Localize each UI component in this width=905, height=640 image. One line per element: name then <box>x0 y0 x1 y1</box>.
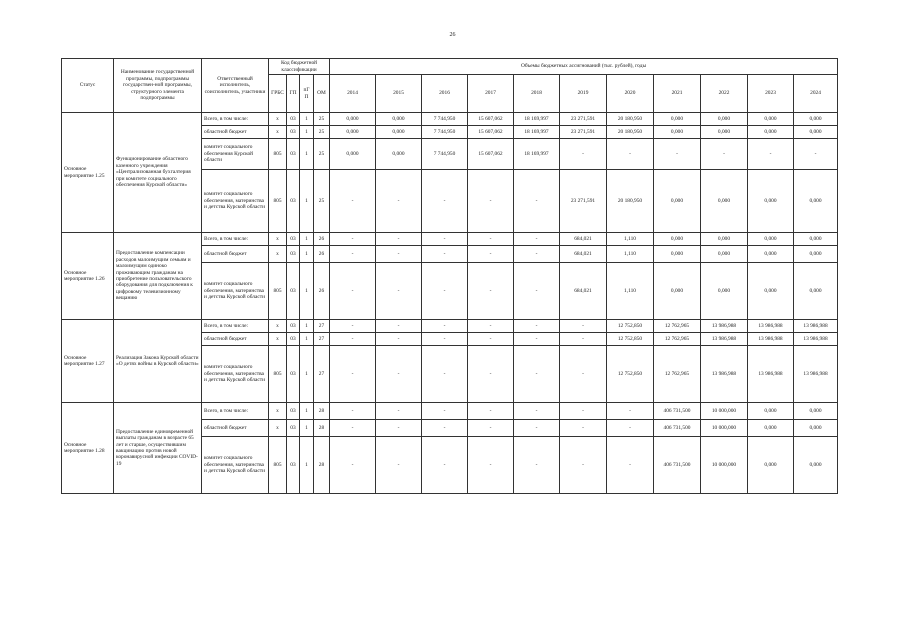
value-cell: 0,000 <box>748 246 794 263</box>
responsible-cell: областной бюджет <box>202 126 269 139</box>
value-cell: 12 762,965 <box>654 333 701 346</box>
value-cell: 0,000 <box>701 126 748 139</box>
responsible-cell: комитет социального обеспечения, материнства и детства Курской области <box>202 263 269 320</box>
value-cell: 0,000 <box>748 420 794 437</box>
value-cell: 20 180,950 <box>607 170 654 233</box>
value-cell: 0,000 <box>701 170 748 233</box>
value-cell: 7 744,950 <box>422 113 468 126</box>
pgp-cell: 1 <box>300 420 314 437</box>
value-cell: - <box>468 333 514 346</box>
pgp-cell: 1 <box>300 333 314 346</box>
header-codes-group: Код бюджетной классификации <box>269 59 330 75</box>
value-cell: - <box>468 233 514 246</box>
measure-status: Основное мероприятие 1.27 <box>62 320 114 403</box>
value-cell: - <box>607 139 654 170</box>
gp-cell: 03 <box>287 420 300 437</box>
value-cell: 15 607,062 <box>468 113 514 126</box>
value-cell: 1,110 <box>607 263 654 320</box>
value-cell: - <box>422 333 468 346</box>
value-cell: 684,021 <box>560 233 607 246</box>
responsible-cell: комитет социального обеспечения, материнства и детства Курской области <box>202 170 269 233</box>
value-cell: 0,000 <box>748 263 794 320</box>
grbs-cell: х <box>269 403 287 420</box>
value-cell: - <box>422 170 468 233</box>
value-cell: - <box>376 263 422 320</box>
value-cell: 0,000 <box>794 233 838 246</box>
value-cell: - <box>654 139 701 170</box>
value-cell: - <box>376 246 422 263</box>
pgp-cell: 1 <box>300 139 314 170</box>
grbs-cell: 805 <box>269 139 287 170</box>
measure-status: Основное мероприятие 1.26 <box>62 233 114 320</box>
table-row <box>62 403 838 420</box>
value-cell: - <box>468 403 514 420</box>
responsible-cell: Всего, в том числе: <box>202 113 269 126</box>
grbs-cell: х <box>269 420 287 437</box>
value-cell: 0,000 <box>654 113 701 126</box>
table-row <box>62 113 838 126</box>
value-cell: 0,000 <box>376 113 422 126</box>
value-cell: - <box>330 346 376 403</box>
value-cell: - <box>422 320 468 333</box>
om-cell: 28 <box>314 420 330 437</box>
value-cell: - <box>514 233 560 246</box>
value-cell: - <box>330 437 376 494</box>
header-year: 2021 <box>654 75 701 113</box>
value-cell: - <box>422 346 468 403</box>
value-cell: 15 607,062 <box>468 139 514 170</box>
value-cell: - <box>376 420 422 437</box>
value-cell: - <box>422 403 468 420</box>
responsible-cell: комитет социального обеспечения Курской области <box>202 139 269 170</box>
header-year: 2023 <box>748 75 794 113</box>
value-cell: 10 000,000 <box>701 403 748 420</box>
header-grbs: ГРБС <box>269 75 287 113</box>
value-cell: - <box>376 403 422 420</box>
value-cell: 0,000 <box>701 263 748 320</box>
om-cell: 27 <box>314 346 330 403</box>
responsible-cell: Всего, в том числе: <box>202 320 269 333</box>
responsible-cell: областной бюджет <box>202 333 269 346</box>
gp-cell: 03 <box>287 233 300 246</box>
value-cell: 13 986,988 <box>701 320 748 333</box>
value-cell: - <box>607 437 654 494</box>
value-cell: 12 762,965 <box>654 320 701 333</box>
measure-status: Основное мероприятие 1.28 <box>62 403 114 494</box>
value-cell: - <box>330 403 376 420</box>
value-cell: 406 731,500 <box>654 437 701 494</box>
value-cell: - <box>560 320 607 333</box>
header-volumes-group: Объемы бюджетных ассигнований (тыс. рублей), годы <box>330 59 838 75</box>
value-cell: 0,000 <box>794 170 838 233</box>
grbs-cell: х <box>269 126 287 139</box>
om-cell: 26 <box>314 246 330 263</box>
value-cell: 0,000 <box>654 233 701 246</box>
value-cell: 684,021 <box>560 246 607 263</box>
header-year: 2024 <box>794 75 838 113</box>
value-cell: 13 986,988 <box>748 320 794 333</box>
value-cell: 406 731,500 <box>654 420 701 437</box>
pgp-cell: 1 <box>300 246 314 263</box>
pgp-cell: 1 <box>300 113 314 126</box>
value-cell: 0,000 <box>330 126 376 139</box>
value-cell: 0,000 <box>794 263 838 320</box>
gp-cell: 03 <box>287 320 300 333</box>
value-cell: - <box>514 420 560 437</box>
value-cell: 18 169,997 <box>514 139 560 170</box>
om-cell: 28 <box>314 403 330 420</box>
value-cell: - <box>330 170 376 233</box>
pgp-cell: 1 <box>300 346 314 403</box>
responsible-cell: областной бюджет <box>202 420 269 437</box>
value-cell: 13 986,988 <box>748 346 794 403</box>
value-cell: 684,021 <box>560 263 607 320</box>
value-cell: - <box>376 333 422 346</box>
value-cell: 0,000 <box>701 113 748 126</box>
table-row <box>62 320 838 333</box>
header-status: Статус <box>62 59 114 113</box>
value-cell: 0,000 <box>794 420 838 437</box>
value-cell: 0,000 <box>654 126 701 139</box>
value-cell: 0,000 <box>748 170 794 233</box>
pgp-cell: 1 <box>300 126 314 139</box>
value-cell: - <box>330 233 376 246</box>
grbs-cell: х <box>269 233 287 246</box>
om-cell: 25 <box>314 170 330 233</box>
value-cell: - <box>330 246 376 263</box>
value-cell: - <box>560 139 607 170</box>
value-cell: 10 000,000 <box>701 437 748 494</box>
value-cell: - <box>422 233 468 246</box>
value-cell: - <box>794 139 838 170</box>
value-cell: 0,000 <box>794 126 838 139</box>
value-cell: 0,000 <box>701 233 748 246</box>
page-number: 26 <box>449 32 456 38</box>
value-cell: 20 180,950 <box>607 126 654 139</box>
grbs-cell: 805 <box>269 263 287 320</box>
value-cell: 1,110 <box>607 233 654 246</box>
header-year: 2016 <box>422 75 468 113</box>
value-cell: - <box>560 333 607 346</box>
value-cell: 0,000 <box>330 113 376 126</box>
value-cell: - <box>330 333 376 346</box>
header-year: 2022 <box>701 75 748 113</box>
gp-cell: 03 <box>287 126 300 139</box>
om-cell: 27 <box>314 320 330 333</box>
responsible-cell: комитет социального обеспечения, материнства и детства Курской области <box>202 437 269 494</box>
responsible-cell: комитет социального обеспечения, материнства и детства Курской области <box>202 346 269 403</box>
value-cell: - <box>376 170 422 233</box>
value-cell: 18 169,997 <box>514 126 560 139</box>
grbs-cell: х <box>269 320 287 333</box>
value-cell: 0,000 <box>794 437 838 494</box>
value-cell: - <box>376 233 422 246</box>
value-cell: - <box>422 437 468 494</box>
header-pgp: пГП <box>300 75 314 113</box>
gp-cell: 03 <box>287 403 300 420</box>
value-cell: - <box>468 246 514 263</box>
value-cell: 0,000 <box>701 246 748 263</box>
value-cell: - <box>468 263 514 320</box>
value-cell: 10 000,000 <box>701 420 748 437</box>
value-cell: - <box>468 170 514 233</box>
measure-name: Предоставление единовременной выплаты гражданам в возрасте 65 лет и старше, осуществившим вакцинацию против новой коронавирусной инфекции COVID-19 <box>114 403 202 494</box>
grbs-cell: 805 <box>269 170 287 233</box>
value-cell: 15 607,062 <box>468 126 514 139</box>
value-cell: 13 986,988 <box>794 320 838 333</box>
budget-table <box>61 58 838 494</box>
header-responsible: Ответственный исполнитель, соисполнитель, участники <box>202 59 269 113</box>
value-cell: - <box>560 420 607 437</box>
value-cell: - <box>376 320 422 333</box>
gp-cell: 03 <box>287 139 300 170</box>
table-row <box>62 233 838 246</box>
value-cell: 0,000 <box>654 263 701 320</box>
gp-cell: 03 <box>287 263 300 320</box>
value-cell: 0,000 <box>748 233 794 246</box>
value-cell: - <box>468 437 514 494</box>
value-cell: - <box>514 263 560 320</box>
value-cell: 0,000 <box>376 139 422 170</box>
value-cell: - <box>514 170 560 233</box>
pgp-cell: 1 <box>300 233 314 246</box>
value-cell: - <box>330 320 376 333</box>
value-cell: - <box>330 420 376 437</box>
value-cell: - <box>701 139 748 170</box>
value-cell: 13 986,988 <box>794 346 838 403</box>
value-cell: - <box>330 263 376 320</box>
value-cell: - <box>468 420 514 437</box>
value-cell: 20 180,950 <box>607 113 654 126</box>
value-cell: - <box>468 320 514 333</box>
value-cell: 13 986,988 <box>701 346 748 403</box>
value-cell: 0,000 <box>376 126 422 139</box>
pgp-cell: 1 <box>300 320 314 333</box>
responsible-cell: Всего, в том числе: <box>202 403 269 420</box>
value-cell: - <box>514 246 560 263</box>
value-cell: - <box>560 403 607 420</box>
value-cell: - <box>514 403 560 420</box>
om-cell: 26 <box>314 233 330 246</box>
grbs-cell: х <box>269 113 287 126</box>
value-cell: 0,000 <box>748 437 794 494</box>
value-cell: 13 986,988 <box>748 333 794 346</box>
header-year: 2018 <box>514 75 560 113</box>
value-cell: 23 271,591 <box>560 113 607 126</box>
value-cell: 0,000 <box>748 126 794 139</box>
header-name: Наименование государственной программы, подпрограммы государствен-ной программы, структурного элемента подпрограммы <box>114 59 202 113</box>
grbs-cell: х <box>269 333 287 346</box>
pgp-cell: 1 <box>300 170 314 233</box>
value-cell: 12 762,965 <box>654 346 701 403</box>
om-cell: 26 <box>314 263 330 320</box>
value-cell: 12 752,850 <box>607 346 654 403</box>
value-cell: - <box>422 420 468 437</box>
value-cell: 12 752,850 <box>607 320 654 333</box>
gp-cell: 03 <box>287 437 300 494</box>
gp-cell: 03 <box>287 113 300 126</box>
pgp-cell: 1 <box>300 403 314 420</box>
om-cell: 25 <box>314 139 330 170</box>
value-cell: - <box>560 437 607 494</box>
value-cell: 23 271,591 <box>560 126 607 139</box>
header-year: 2019 <box>560 75 607 113</box>
header-gp: ГП <box>287 75 300 113</box>
value-cell: 7 744,950 <box>422 126 468 139</box>
header-year: 2014 <box>330 75 376 113</box>
value-cell: - <box>468 346 514 403</box>
measure-status: Основное мероприятие 1.25 <box>62 113 114 233</box>
value-cell: - <box>607 403 654 420</box>
gp-cell: 03 <box>287 346 300 403</box>
value-cell: 13 986,988 <box>701 333 748 346</box>
header-year: 2017 <box>468 75 514 113</box>
measure-name: Предоставление компенсации расходов малоимущим семьям и малоимущим одиноко проживающим гражданам на приобретение пользовательского оборудования для подключения к цифровому телевизионному вещанию <box>114 233 202 320</box>
value-cell: - <box>376 346 422 403</box>
value-cell: 7 744,950 <box>422 139 468 170</box>
value-cell: - <box>514 320 560 333</box>
header-om: ОМ <box>314 75 330 113</box>
responsible-cell: областной бюджет <box>202 246 269 263</box>
grbs-cell: 805 <box>269 437 287 494</box>
om-cell: 27 <box>314 333 330 346</box>
budget-table-body <box>62 113 838 494</box>
value-cell: 18 169,997 <box>514 113 560 126</box>
om-cell: 28 <box>314 437 330 494</box>
value-cell: 0,000 <box>654 170 701 233</box>
value-cell: 13 986,988 <box>794 333 838 346</box>
value-cell: - <box>514 437 560 494</box>
value-cell: - <box>422 263 468 320</box>
header-year: 2015 <box>376 75 422 113</box>
om-cell: 25 <box>314 126 330 139</box>
value-cell: 0,000 <box>748 403 794 420</box>
gp-cell: 03 <box>287 246 300 263</box>
grbs-cell: х <box>269 246 287 263</box>
value-cell: 0,000 <box>654 246 701 263</box>
value-cell: 0,000 <box>794 113 838 126</box>
gp-cell: 03 <box>287 333 300 346</box>
value-cell: 12 752,850 <box>607 333 654 346</box>
value-cell: 0,000 <box>330 139 376 170</box>
value-cell: - <box>607 420 654 437</box>
pgp-cell: 1 <box>300 263 314 320</box>
header-year: 2020 <box>607 75 654 113</box>
responsible-cell: Всего, в том числе: <box>202 233 269 246</box>
value-cell: - <box>376 437 422 494</box>
value-cell: 0,000 <box>794 403 838 420</box>
pgp-cell: 1 <box>300 437 314 494</box>
value-cell: - <box>514 346 560 403</box>
value-cell: 23 271,591 <box>560 170 607 233</box>
value-cell: - <box>514 333 560 346</box>
value-cell: - <box>422 246 468 263</box>
value-cell: - <box>748 139 794 170</box>
gp-cell: 03 <box>287 170 300 233</box>
value-cell: 0,000 <box>794 246 838 263</box>
om-cell: 25 <box>314 113 330 126</box>
value-cell: 1,110 <box>607 246 654 263</box>
value-cell: - <box>560 346 607 403</box>
value-cell: 0,000 <box>748 113 794 126</box>
value-cell: 406 731,500 <box>654 403 701 420</box>
measure-name: Функционирование областного казенного учреждения «Централизованная бухгалтерия при комитете социального обеспечения Курской области» <box>114 113 202 233</box>
measure-name: Реализация Закона Курской области «О детях войны в Курской области» <box>114 320 202 403</box>
grbs-cell: 805 <box>269 346 287 403</box>
